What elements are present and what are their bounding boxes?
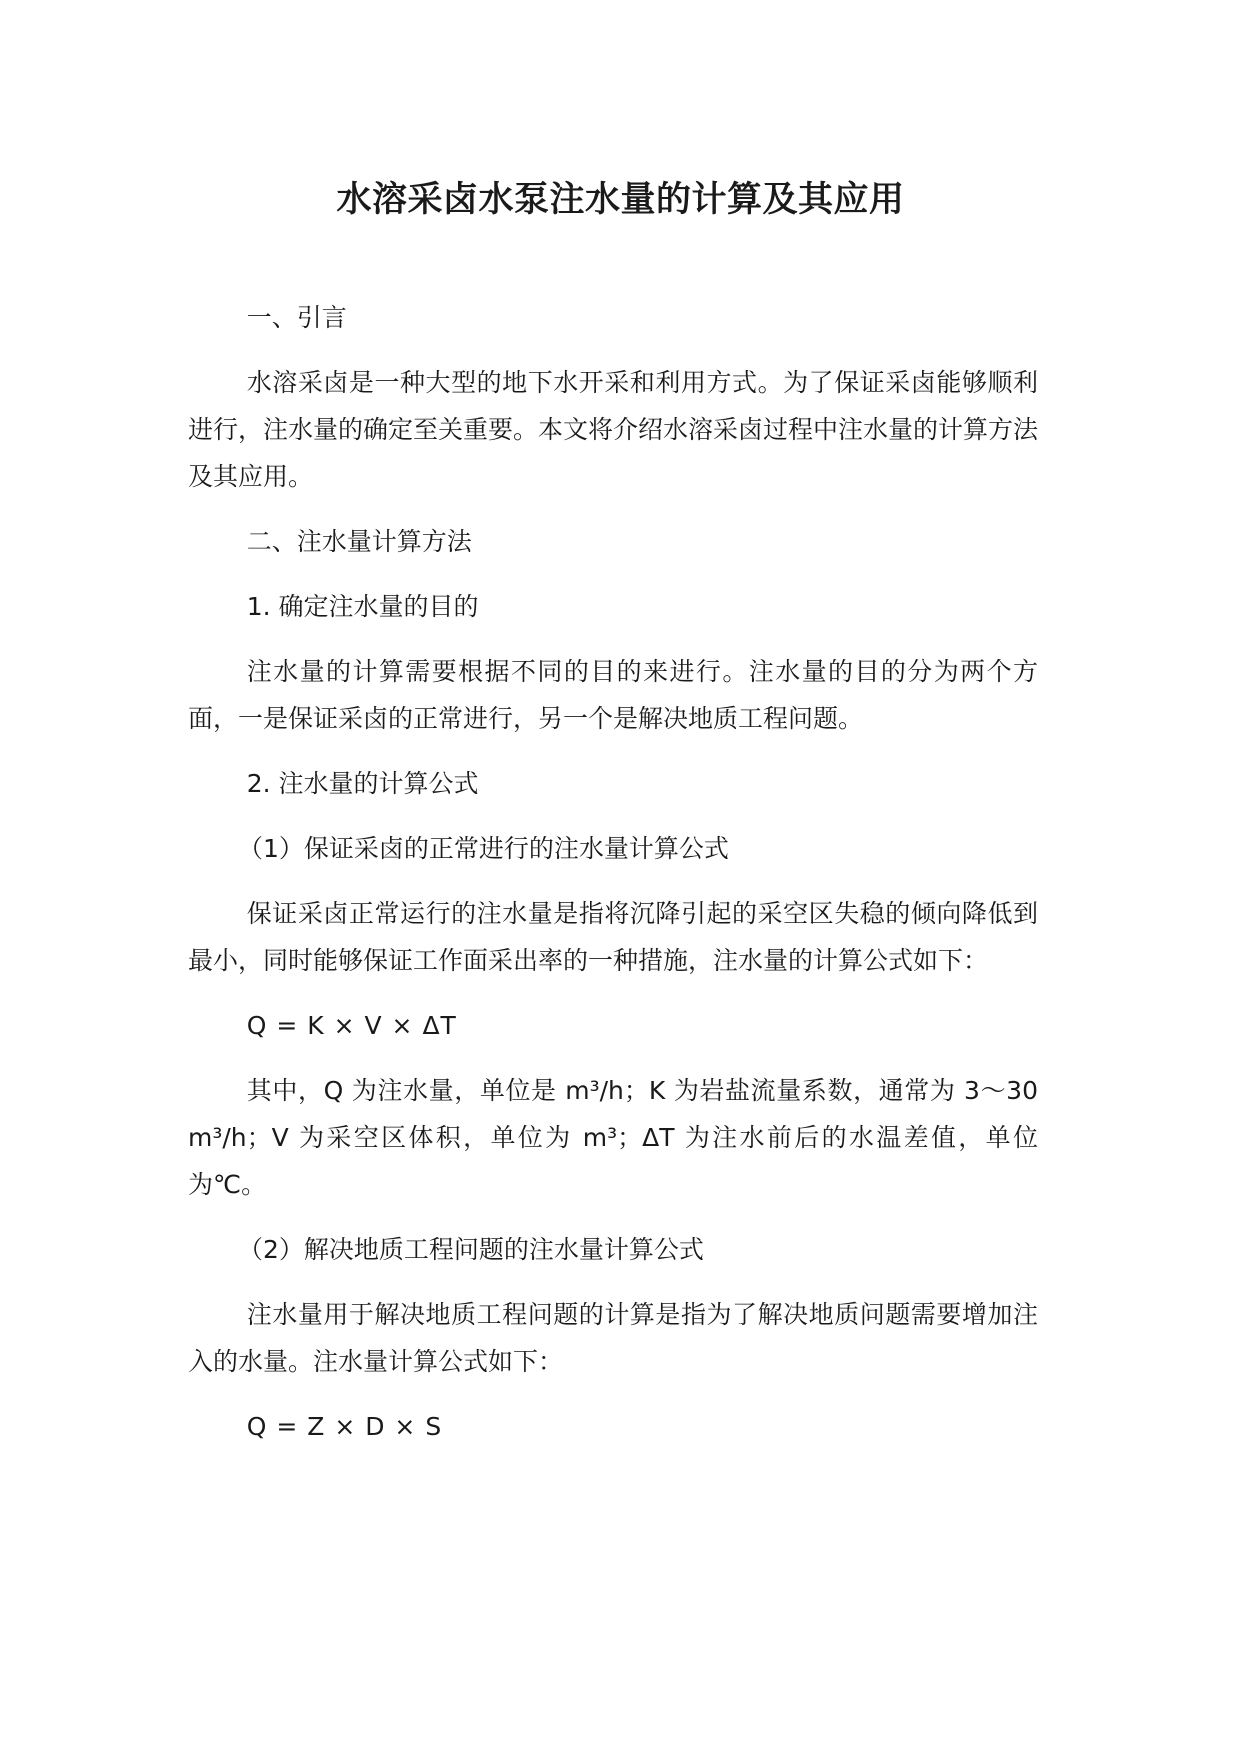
document-body [188,294,1038,1468]
paragraph-geology: 注水量用于解决地质工程问题的计算是指为了解决地质问题需要增加注入的水量。注水量计算公式如下： [188,1300,1038,1376]
paragraph-purpose: 注水量的计算需要根据不同的目的来进行。注水量的目的分为两个方面，一是保证采卤的正常进行，另一个是解决地质工程问题。 [188,657,1038,733]
document-title: 水溶采卤水泵注水量的计算及其应用 [336,180,905,220]
subsubsection-heading-geology: （2）解决地质工程问题的注水量计算公式 [238,1235,704,1264]
paragraph-intro: 水溶采卤是一种大型的地下水开采和利用方式。为了保证采卤能够顺利进行，注水量的确定至关重要。本文将介绍水溶采卤过程中注水量的计算方法及其应用。 [188,368,1039,491]
paragraph-normal-mining: 保证采卤正常运行的注水量是指将沉降引起的采空区失稳的倾向降低到最小，同时能够保证工作面采出率的一种措施，注水量的计算公式如下： [188,899,1038,975]
formula-geology: Q = Z × D × S [246,1412,443,1441]
subsection-heading-purpose: 1. 确定注水量的目的 [246,592,479,621]
subsubsection-heading-normal-mining: （1）保证采卤的正常进行的注水量计算公式 [238,834,729,863]
formula-normal-mining: Q = K × V × ΔT [246,1011,457,1040]
subsection-heading-formula: 2. 注水量的计算公式 [246,769,479,798]
section-heading-intro: 一、引言 [246,303,347,332]
section-heading-methods: 二、注水量计算方法 [246,527,472,556]
paragraph-formula-explanation: 其中，Q 为注水量，单位是 m³/h；K 为岩盐流量系数，通常为 3～30m³/h；V 为采空区体积，单位为 m³；ΔT 为注水前后的水温差值，单位为℃。 [188,1076,1038,1199]
